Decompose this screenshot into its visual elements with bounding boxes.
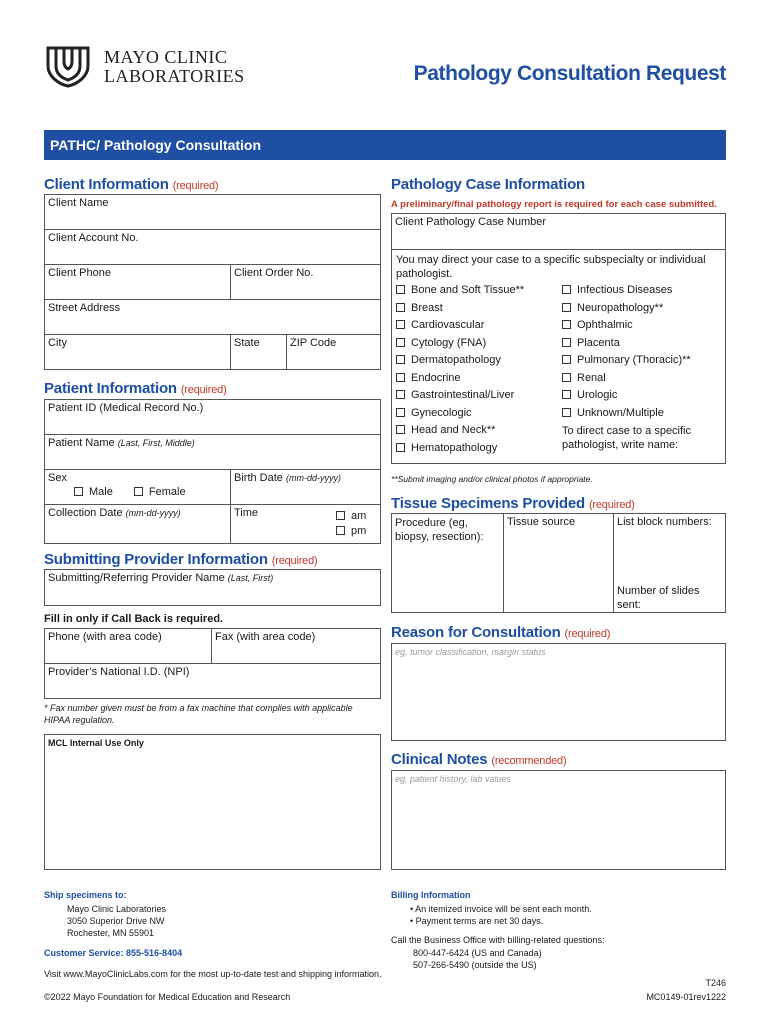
subspecialty-option[interactable] [396, 424, 524, 442]
zip-field[interactable] [286, 334, 381, 370]
checkbox[interactable] [562, 408, 571, 417]
ship-address [67, 903, 166, 939]
collection-date-field[interactable] [44, 504, 231, 544]
subspecialty-option[interactable] [562, 354, 691, 372]
reason-placeholder: eg, tumor classification, margin status [395, 647, 546, 657]
subspecialty-label: Gynecologic [411, 406, 472, 419]
subspecialty-label: Head and Neck** [411, 424, 496, 436]
billing-list [410, 903, 592, 927]
provider-name-label: Submitting/Referring Provider Name [48, 572, 225, 584]
street-address-label: Street Address [48, 302, 121, 314]
customer-service: Customer Service: 855-516-8404 [44, 948, 183, 958]
checkbox[interactable] [396, 285, 405, 294]
client-info-title: Client Information (required) [44, 176, 219, 193]
ship-line: Mayo Clinic Laboratories [67, 904, 167, 914]
pathologist-note: To direct case to a specific pathologist, write name: [562, 425, 692, 451]
checkbox[interactable] [562, 373, 571, 382]
subspecialty-option[interactable] [562, 389, 691, 407]
ship-title: Ship specimens to: [44, 890, 127, 900]
subspecialty-label: Cardiovascular [411, 319, 485, 331]
subspecialty-label: Endocrine [411, 371, 461, 384]
subspecialty-option[interactable] [396, 407, 524, 425]
subspecialty-box [391, 249, 726, 464]
subspecialty-option[interactable] [562, 319, 691, 337]
subspecialty-option[interactable] [396, 442, 524, 460]
phone-label: Phone (with area code) [48, 631, 162, 643]
patient-name-field[interactable] [44, 434, 381, 470]
notes-placeholder: eg, patient history, lab values [395, 774, 511, 784]
fax-label: Fax (with area code) [215, 631, 316, 643]
fax-footnote: * Fax number given must be from a fax machine that complies with applicable HIPAA regulation. [44, 703, 353, 725]
subspecialty-option[interactable] [396, 302, 524, 320]
checkbox[interactable] [396, 373, 405, 382]
billing-phones [413, 947, 542, 971]
subspecialty-option[interactable] [396, 337, 524, 355]
patient-info-title: Patient Information (required) [44, 380, 227, 397]
provider-info-title: Submitting Provider Information (required) [44, 551, 318, 568]
time-field[interactable] [230, 504, 381, 544]
city-field[interactable] [44, 334, 231, 370]
subspecialty-label: Renal [577, 371, 606, 384]
billing-phone-intl: 507-266-5490 (outside the US) [413, 960, 537, 970]
checkbox[interactable] [562, 303, 571, 312]
checkbox[interactable] [396, 355, 405, 364]
female-label: Female [148, 486, 186, 498]
ship-line: Rochester, MN 55901 [67, 928, 155, 938]
male-checkbox[interactable] [74, 487, 83, 496]
subspecialty-label: Ophthalmic [577, 319, 633, 331]
client-name-label: Client Name [48, 197, 109, 209]
subspecialty-label: Cytology (FNA) [411, 336, 487, 349]
checkbox[interactable] [562, 390, 571, 399]
checkbox[interactable] [562, 320, 571, 329]
female-checkbox[interactable] [134, 487, 143, 496]
client-order-field[interactable] [230, 264, 381, 300]
patient-id-field[interactable] [44, 399, 381, 435]
subspecialty-label: Hematopathology [411, 441, 498, 454]
checkbox[interactable] [562, 338, 571, 347]
notes-title: Clinical Notes (recommended) [391, 751, 567, 768]
checkbox[interactable] [396, 390, 405, 399]
sex-field [44, 469, 231, 505]
billing-item: • Payment terms are net 30 days. [410, 916, 544, 926]
patient-id-label: Patient ID (Medical Record No.) [48, 402, 204, 414]
male-label: Male [89, 486, 113, 498]
phone-field[interactable] [44, 628, 212, 664]
subspecialty-label: Gastrointestinal/Liver [411, 389, 515, 401]
checkbox[interactable] [396, 443, 405, 452]
logo-line-1: MAYO CLINIC [104, 47, 228, 67]
subspecialty-option[interactable] [396, 354, 524, 372]
fax-field[interactable] [211, 628, 381, 664]
reason-title: Reason for Consultation (required) [391, 624, 611, 641]
subspecialty-list-left [396, 284, 524, 459]
client-name-field[interactable] [44, 194, 381, 230]
slides-label: Number of slides sent: [617, 585, 700, 611]
zip-label: ZIP Code [290, 337, 337, 349]
birth-date-hint: (mm-dd-yyyy) [285, 473, 341, 483]
direct-case-text: You may direct your case to a specific subspecialty or individual pathologist. [396, 254, 706, 280]
patient-name-label: Patient Name [48, 437, 115, 449]
subspecialty-option[interactable] [396, 372, 524, 390]
shield-logo-icon [44, 44, 92, 88]
banner-text: PATHC/ Pathology Consultation [50, 137, 262, 153]
internal-use-label: MCL Internal Use Only [48, 738, 144, 748]
case-notice: A preliminary/final pathology report is required for each case submitted. [391, 199, 717, 210]
subspecialty-label: Neuropathology** [577, 301, 664, 314]
ship-line: 3050 Superior Drive NW [67, 916, 165, 926]
subspecialty-label: Bone and Soft Tissue** [411, 284, 525, 296]
client-order-label: Client Order No. [234, 267, 314, 279]
subspecialty-option[interactable] [562, 407, 691, 425]
billing-phone-us: 800-447-6424 (US and Canada) [413, 948, 542, 958]
block-numbers-label: List block numbers: [617, 516, 712, 528]
checkbox[interactable] [562, 285, 571, 294]
checkbox[interactable] [396, 303, 405, 312]
copyright: ©2022 Mayo Foundation for Medical Education and Research [44, 992, 291, 1002]
subspecialty-list-right [562, 284, 691, 424]
provider-name-hint: (Last, First) [227, 573, 274, 583]
time-label: Time [234, 507, 259, 519]
tissue-title: Tissue Specimens Provided (required) [391, 495, 635, 512]
subspecialty-option[interactable] [396, 284, 524, 302]
block-numbers-field[interactable] [613, 513, 726, 613]
subspecialty-option[interactable] [562, 302, 691, 320]
tissue-source-field[interactable] [503, 513, 614, 613]
form-code: T246 [705, 978, 726, 988]
notes-textarea[interactable] [391, 770, 726, 870]
subspecialty-label: Dermatopathology [411, 354, 501, 366]
collection-date-label: Collection Date [48, 507, 123, 519]
section-banner [44, 130, 726, 160]
state-field[interactable] [230, 334, 287, 370]
birth-date-field[interactable] [230, 469, 381, 505]
client-account-field[interactable] [44, 229, 381, 265]
checkbox[interactable] [562, 355, 571, 364]
client-phone-label: Client Phone [48, 267, 111, 279]
subspecialty-option[interactable] [396, 389, 524, 407]
page-title: Pathology Consultation Request [413, 62, 726, 85]
patient-name-hint: (Last, First, Middle) [117, 438, 195, 448]
subspecialty-label: Placenta [577, 336, 620, 349]
npi-label: Provider’s National I.D. (NPI) [48, 666, 190, 678]
state-label: State [234, 337, 260, 349]
subspecialty-label: Urologic [577, 389, 618, 401]
am-label: am [351, 510, 367, 522]
logo-line-2: LABORATORIES [104, 66, 245, 86]
internal-use-box [44, 734, 381, 870]
revision-code: MC0149-01rev1222 [646, 992, 726, 1002]
sex-label: Sex [48, 472, 67, 484]
client-phone-field[interactable] [44, 264, 231, 300]
tissue-source-label: Tissue source [507, 516, 576, 528]
reason-textarea[interactable] [391, 643, 726, 741]
provider-name-field[interactable] [44, 569, 381, 606]
checkbox[interactable] [396, 320, 405, 329]
billing-item: • An itemized invoice will be sent each month. [410, 904, 592, 914]
client-account-label: Client Account No. [48, 232, 139, 244]
procedure-label: Procedure (eg, biopsy, resection): [395, 517, 484, 543]
callback-note: Fill in only if Call Back is required. [44, 613, 224, 625]
mayo-logo [44, 44, 274, 88]
pm-label: pm [351, 525, 367, 537]
pm-checkbox[interactable] [336, 526, 345, 535]
subspecialty-option[interactable] [562, 284, 691, 302]
call-note: Call the Business Office with billing-related questions: [391, 935, 605, 945]
visit-note: Visit www.MayoClinicLabs.com for the most up-to-date test and shipping information. [44, 969, 382, 979]
subspecialty-label: Unknown/Multiple [577, 406, 664, 419]
checkbox[interactable] [396, 338, 405, 347]
npi-field[interactable] [44, 663, 381, 699]
collection-date-hint: (mm-dd-yyyy) [125, 508, 181, 518]
procedure-field[interactable] [391, 513, 504, 613]
subspecialty-label: Breast [411, 301, 443, 314]
subspecialty-option[interactable] [396, 319, 524, 337]
checkbox[interactable] [396, 425, 405, 434]
am-checkbox[interactable] [336, 511, 345, 520]
case-number-field[interactable] [391, 213, 726, 250]
billing-title: Billing Information [391, 890, 471, 900]
subspecialty-label: Infectious Diseases [577, 284, 673, 296]
birth-date-label: Birth Date [234, 472, 283, 484]
subspecialty-option[interactable] [562, 372, 691, 390]
subspecialty-option[interactable] [562, 337, 691, 355]
city-label: City [48, 337, 67, 349]
case-number-label: Client Pathology Case Number [395, 216, 547, 228]
imaging-footnote: **Submit imaging and/or clinical photos if appropriate. [391, 474, 593, 484]
street-address-field[interactable] [44, 299, 381, 335]
checkbox[interactable] [396, 408, 405, 417]
case-info-title: Pathology Case Information [391, 176, 585, 193]
subspecialty-label: Pulmonary (Thoracic)** [577, 354, 691, 366]
